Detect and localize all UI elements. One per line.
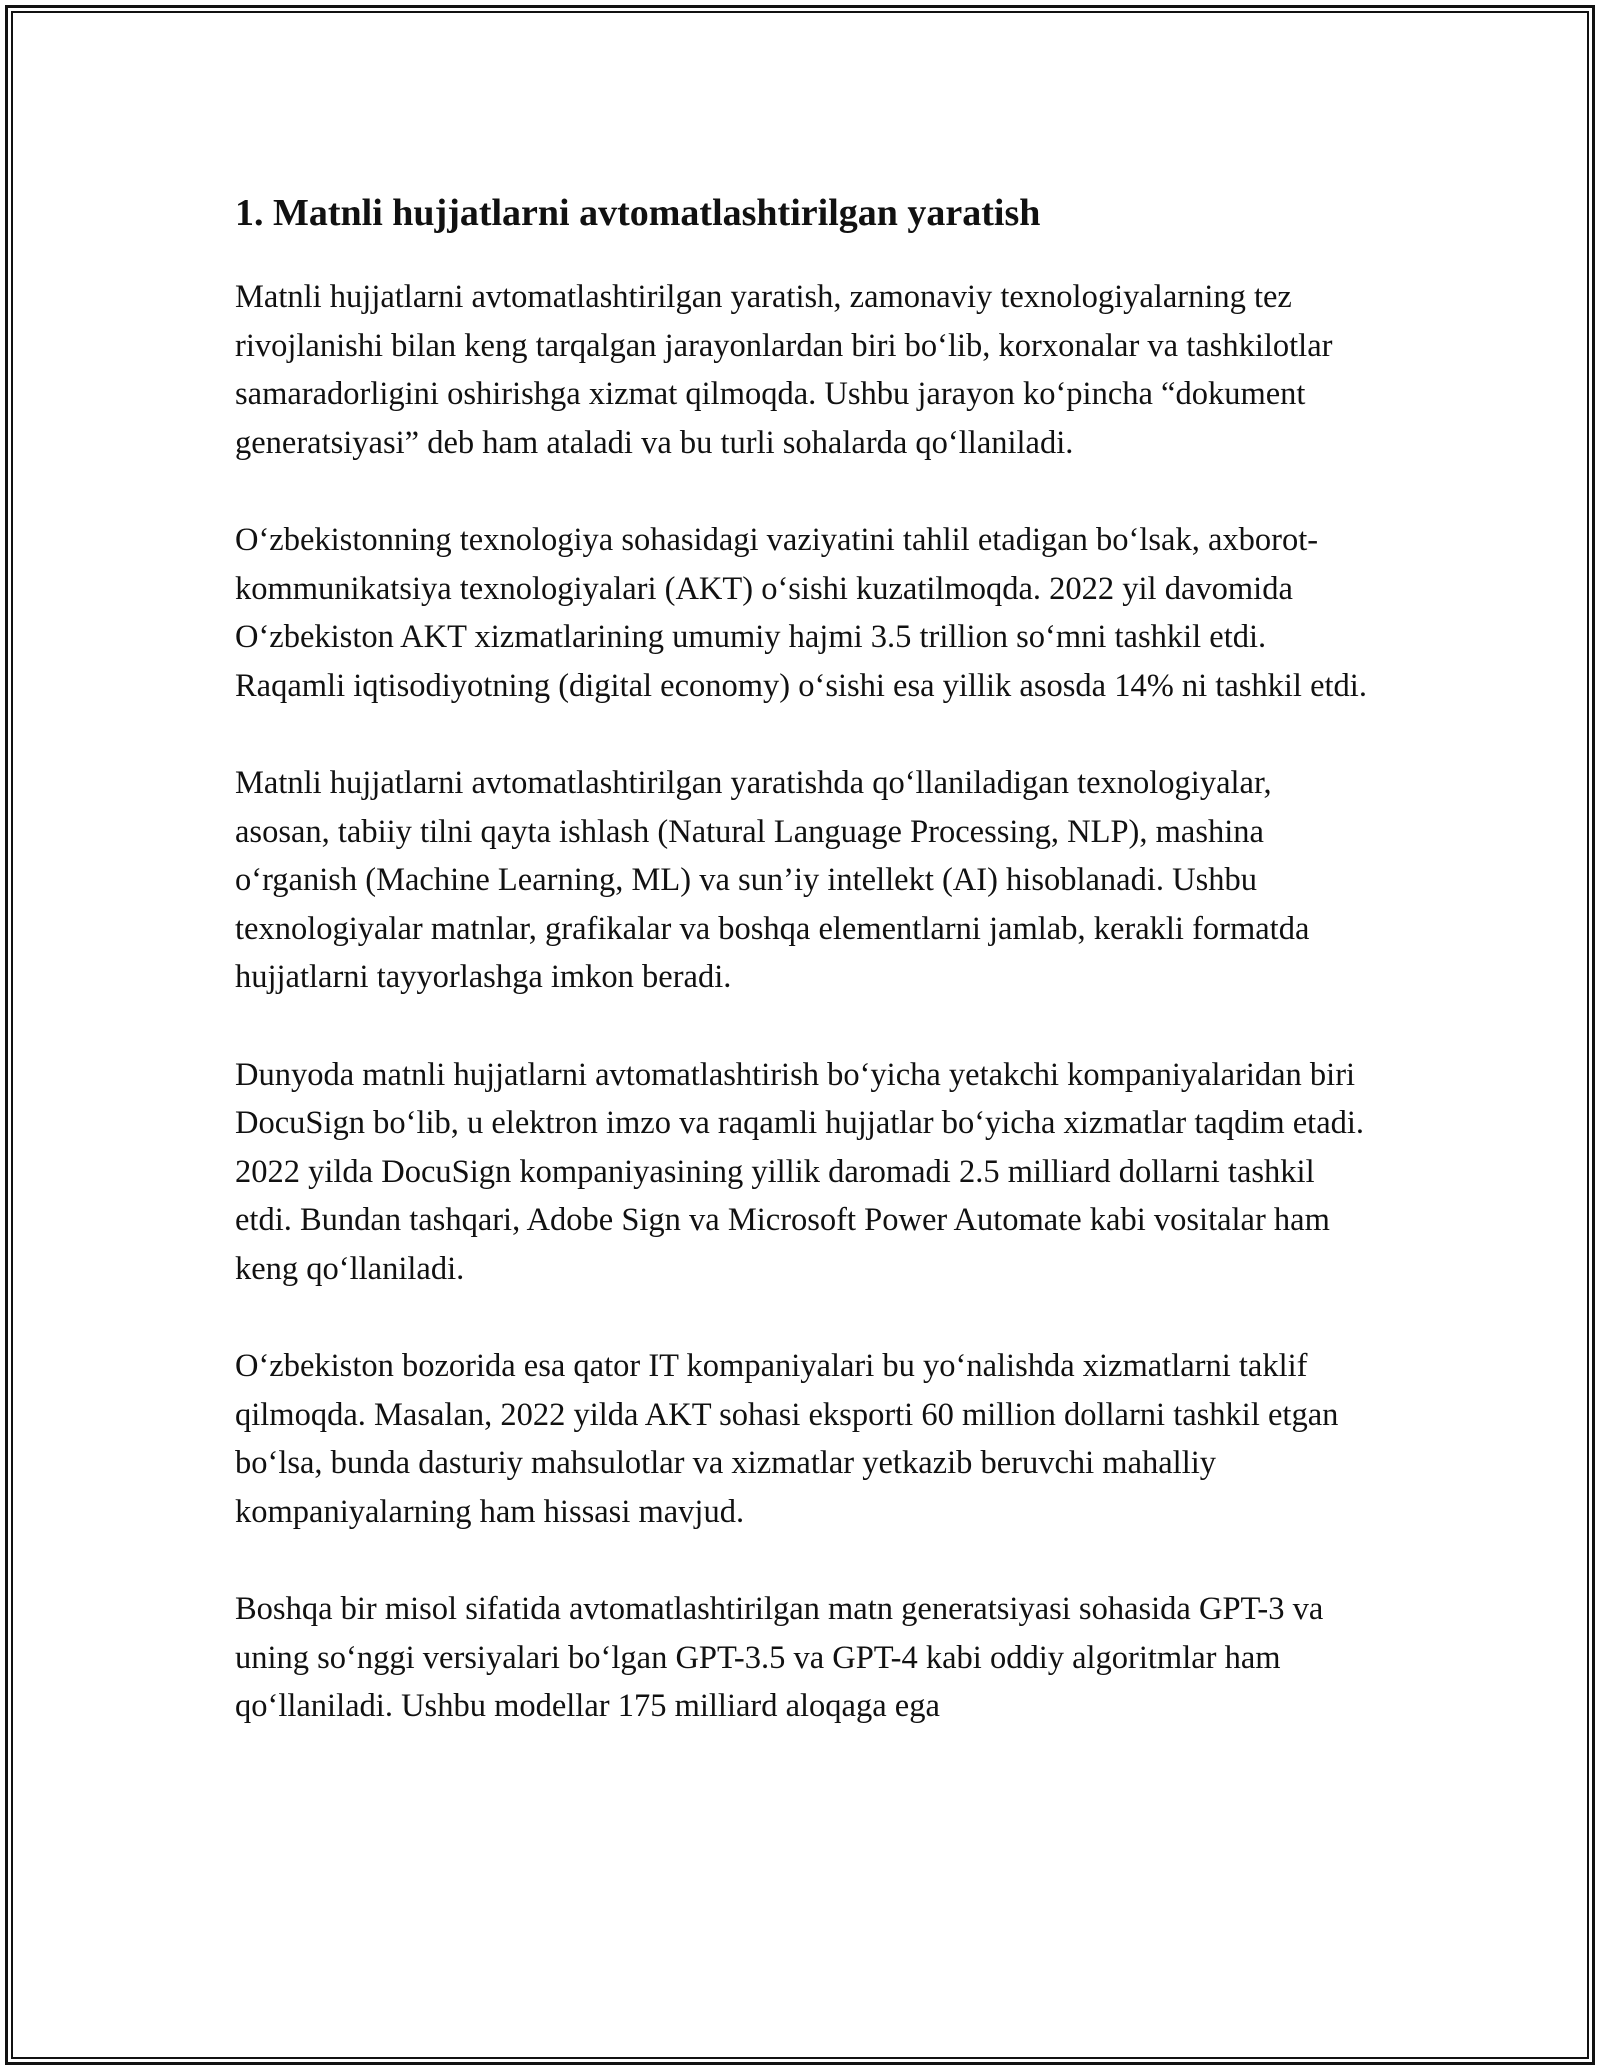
paragraph-global-companies: Dunyoda matnli hujjatlarni avtomatlashtirish boʻyicha yetakchi kompaniyalaridan biri DocuSign boʻlib, u elektron imzo va raqamli hujjatlar boʻyicha xizmatlar taqdim etadi. 2022 yilda DocuSign kompaniyasining yillik daromadi 2.5 milliard dollarni tashkil etdi. Bundan tashqari, Adobe Sign va Microsoft Power Automate kabi vositalar ham keng qoʻllaniladi.	[235, 1056, 1365, 1287]
section-heading: 1. Matnli hujjatlarni avtomatlashtirilgan yaratish	[235, 192, 1041, 234]
document-body	[235, 185, 1370, 1780]
paragraph-uzbekistan-market: Oʻzbekiston bozorida esa qator IT kompaniyalari bu yoʻnalishda xizmatlarni taklif qilmoqda. Masalan, 2022 yilda AKT sohasi eksporti 60 million dollarni tashkil etgan boʻlsa, bunda dasturiy mahsulotlar va xizmatlar yetkazib beruvchi mahalliy kompaniyalarning ham hissasi mavjud.	[235, 1348, 1339, 1530]
paragraph-gpt-example: Boshqa bir misol sifatida avtomatlashtirilgan matn generatsiyasi sohasida GPT-3 va uning soʻnggi versiyalari boʻlgan GPT-3.5 va GPT-4 kabi oddiy algoritmlar ham qoʻllaniladi. Ushbu modellar 175 milliard aloqaga ega	[235, 1591, 1324, 1724]
paragraph-uzbekistan-ict: Oʻzbekistonning texnologiya sohasidagi vaziyatini tahlil etadigan boʻlsak, axborot-kommunikatsiya texnologiyalari (AKT) oʻsishi kuzatilmoqda. 2022 yil davomida Oʻzbekiston AKT xizmatlarining umumiy hajmi 3.5 trillion soʻmni tashkil etdi. Raqamli iqtisodiyotning (digital economy) oʻsishi esa yillik asosda 14% ni tashkil etdi.	[235, 522, 1367, 704]
paragraph-technologies: Matnli hujjatlarni avtomatlashtirilgan yaratishda qoʻllaniladigan texnologiyalar, asosan, tabiiy tilni qayta ishlash (Natural Language Processing, NLP), mashina oʻrganish (Machine Learning, ML) va sun’iy intellekt (AI) hisoblanadi. Ushbu texnologiyalar matnlar, grafikalar va boshqa elementlarni jamlab, kerakli formatda hujjatlarni tayyorlashga imkon beradi.	[235, 765, 1310, 995]
paragraph-intro: Matnli hujjatlarni avtomatlashtirilgan yaratish, zamonaviy texnologiyalarning tez rivojlanishi bilan keng tarqalgan jarayonlardan biri boʻlib, korxonalar va tashkilotlar samaradorligini oshirishga xizmat qilmoqda. Ushbu jarayon koʻpincha “dokument generatsiyasi” deb ham ataladi va bu turli sohalarda qoʻllaniladi.	[235, 279, 1333, 461]
